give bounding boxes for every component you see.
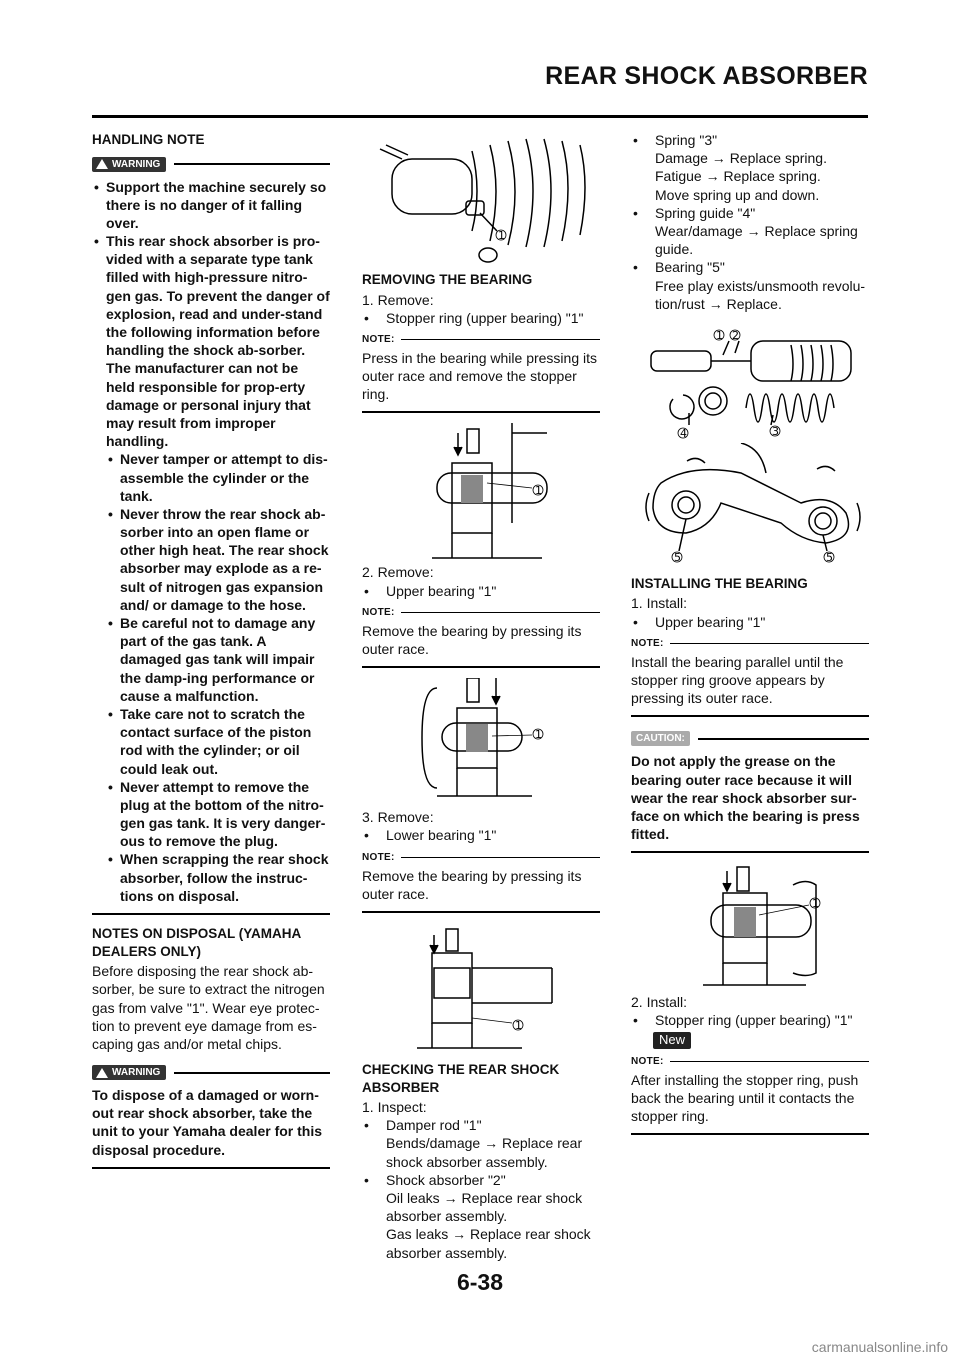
check-item-2 <box>362 1171 600 1189</box>
note-label: NOTE: <box>362 333 395 345</box>
step-3: 3. Remove: <box>362 809 434 826</box>
note-label: NOTE: <box>362 606 395 618</box>
checking-title: CHECKING THE REAR SHOCK ABSORBER <box>362 1061 560 1095</box>
callout-1: 1 <box>515 1018 522 1032</box>
caution-header <box>631 731 869 746</box>
note-header <box>362 606 600 619</box>
bearing-press-figure-2 <box>362 678 600 808</box>
note-rule <box>401 612 600 613</box>
check-item-1-text: Damper rod "1" <box>386 1117 482 1134</box>
disposal-text: Before disposing the rear shock ab-sorber, be sure to extract the nitrogen gas from valve "1". Wear eye protec-tion to prevent eye damage from es-caping gas and/or metal chips. <box>92 963 325 1052</box>
warning-sub-item: • When scrapping the rear shock absorber, follow the instruc-tions on disposal. <box>92 850 330 905</box>
callout-1: 1 <box>716 328 723 342</box>
header-rule <box>92 115 868 118</box>
callout-1: 1 <box>535 728 542 742</box>
note-2: Remove the bearing by pressing its outer race. <box>362 622 582 658</box>
warning-2-text: To dispose of a damaged or worn-out rear shock absorber, take the unit to your Yamaha dealer for this disposal procedure. <box>92 1087 323 1158</box>
note-4-end-rule <box>631 715 869 717</box>
page-number: 6-38 <box>456 1269 504 1295</box>
warning-triangle-icon <box>96 1068 108 1078</box>
step-2-item-text: Upper bearing "1" <box>386 582 497 599</box>
install-item-2 <box>631 1011 869 1029</box>
removing-title: REMOVING THE BEARING <box>362 272 533 287</box>
note-5: After installing the stopper ring, push back the bearing until it contacts the stopper ring. <box>631 1071 859 1124</box>
note-1-end-rule <box>362 411 600 413</box>
check-item-2-action-2: Gas leaks → Replace rear shock absorber assembly. <box>386 1226 591 1261</box>
watermark: carmanualsonline.info <box>811 1339 948 1355</box>
note-rule <box>670 643 869 644</box>
check-step-1: 1. Inspect: <box>362 1099 427 1116</box>
note-label: NOTE: <box>362 851 395 863</box>
step-1-item-text: Stopper ring (upper bearing) "1" <box>386 309 584 326</box>
install-step-1: 1. Install: <box>631 595 688 612</box>
note-header <box>362 851 600 864</box>
caution-rule <box>698 738 869 740</box>
callout-3: 3 <box>772 424 779 438</box>
step-3-item <box>362 826 600 844</box>
new-part-badge: New <box>653 1032 691 1049</box>
column-1 <box>92 131 330 1179</box>
warning-header <box>92 157 330 172</box>
shock-components-figure <box>631 313 869 443</box>
callout-2: 2 <box>732 328 739 342</box>
note-rule <box>670 1061 869 1062</box>
check-item-3-text: Spring "3" <box>655 132 718 148</box>
step-1: 1. Remove: <box>362 291 434 308</box>
warning-rule <box>174 1072 330 1074</box>
check-item-4-text: Spring guide "4" <box>655 204 756 221</box>
note-header <box>631 637 869 650</box>
note-header <box>631 1055 869 1068</box>
handling-note-title: HANDLING NOTE <box>92 132 205 147</box>
check-item-4 <box>631 204 869 222</box>
callout-5: 5 <box>826 550 833 564</box>
warning-sub-item: • Take care not to scratch the contact surface of the piston rod with the cylinder; or oil could leak out. <box>92 705 330 778</box>
check-item-2-text: Shock absorber "2" <box>386 1171 506 1188</box>
note-label: NOTE: <box>631 1055 664 1067</box>
check-item-5 <box>631 258 869 276</box>
check-item-3-action-1: Damage → Replace spring. <box>655 150 827 167</box>
check-item-1 <box>362 1116 600 1134</box>
check-item-3-action-3: Move spring up and down. <box>655 186 820 203</box>
warning-sub-item: • Never attempt to remove the plug at the bottom of the nitro-gen gas tank. It is very danger-ous to remove the plug. <box>92 778 330 851</box>
caution-end-rule <box>631 851 869 853</box>
bearing-press-figure-3 <box>362 923 600 1061</box>
caution-badge: CAUTION: <box>631 731 690 746</box>
callout-1: 1 <box>498 229 505 242</box>
note-header <box>362 333 600 346</box>
warning-item: • This rear shock absorber is pro-vided with a separate type tank filled with high-pressure nitro-gen gas. To prevent the danger of explosion, read and under-stand the following information before handling the shock ab-sorber. The manufacturer can not be held responsible for prop-erty damage or personal injury that may result from improper handling. <box>92 232 330 450</box>
warning-header-2 <box>92 1065 330 1080</box>
note-1: Press in the bearing while pressing its outer race and remove the stopper ring. <box>362 349 598 403</box>
install-item-1 <box>631 613 869 631</box>
warning-badge <box>92 1065 166 1080</box>
note-5-end-rule <box>631 1133 869 1135</box>
warning-sub-item: • Never tamper or attempt to dis-assemble the cylinder or the tank. <box>92 450 330 505</box>
warning-label: WARNING <box>112 1067 161 1079</box>
note-2-end-rule <box>362 666 600 668</box>
check-item-3-action-2: Fatigue → Replace spring. <box>655 168 821 185</box>
warning-badge <box>92 157 166 172</box>
column-3 <box>631 131 869 1145</box>
callout-1: 1 <box>812 897 819 911</box>
check-item-5-text: Bearing "5" <box>655 259 725 276</box>
step-1-item <box>362 309 600 327</box>
disposal-title: NOTES ON DISPOSAL (YAMAHA DEALERS ONLY) <box>92 926 301 959</box>
step-2-item <box>362 582 600 600</box>
check-item-3 <box>631 131 869 149</box>
callout-4: 4 <box>680 426 687 440</box>
note-4: Install the bearing parallel until the stopper ring groove appears by pressing its outer race. <box>631 653 844 707</box>
check-item-5-action: Free play exists/unsmooth revolu-tion/rust → Replace. <box>655 277 866 312</box>
warning-triangle-icon <box>96 159 108 169</box>
shock-valve-figure <box>362 131 600 271</box>
bearing-press-figure-1 <box>362 423 600 563</box>
note-rule <box>401 339 600 340</box>
bearing-install-figure <box>631 863 869 993</box>
column-2 <box>362 131 600 1262</box>
warning-end-rule <box>92 913 330 915</box>
warning-sub-item: • Never throw the rear shock ab-sorber into an open flame or other high heat. The rear shock absorber may explode as a re-sult of nitrogen gas expansion and/ or damage to the hose. <box>92 505 330 614</box>
warning-label: WARNING <box>112 158 161 170</box>
install-item-1-text: Upper bearing "1" <box>655 613 766 630</box>
warning-item: • Support the machine securely so there is no danger of it falling over. <box>92 178 330 233</box>
note-label: NOTE: <box>631 637 664 649</box>
bearing-rotation-figure <box>631 443 869 571</box>
callout-5: 5 <box>674 550 681 564</box>
check-item-1-action: Bends/damage → Replace rear shock absorber assembly. <box>386 1135 583 1170</box>
warning-sub-item: • Be careful not to damage any part of the gas tank. A damaged gas tank will impair the damp-ing performance or cause a malfunction. <box>92 614 330 705</box>
warning-2-end-rule <box>92 1167 330 1169</box>
warning-rule <box>174 163 330 165</box>
step-2: 2. Remove: <box>362 564 434 581</box>
note-rule <box>401 857 600 858</box>
page-title: REAR SHOCK ABSORBER <box>545 62 868 90</box>
caution-text: Do not apply the grease on the bearing outer race because it will wear the rear shock absorber sur-face on which the bearing is press fitted. <box>631 753 860 843</box>
note-3: Remove the bearing by pressing its outer race. <box>362 867 582 902</box>
callout-1: 1 <box>535 484 542 498</box>
note-3-end-rule <box>362 911 600 913</box>
install-item-2-text: Stopper ring (upper bearing) "1" <box>655 1012 853 1029</box>
install-step-2: 2. Install: <box>631 994 688 1011</box>
step-3-item-text: Lower bearing "1" <box>386 827 497 844</box>
installing-title: INSTALLING THE BEARING <box>631 575 808 591</box>
check-item-4-action: Wear/damage → Replace spring guide. <box>655 222 858 258</box>
check-item-2-action-1: Oil leaks → Replace rear shock absorber assembly. <box>386 1190 583 1225</box>
